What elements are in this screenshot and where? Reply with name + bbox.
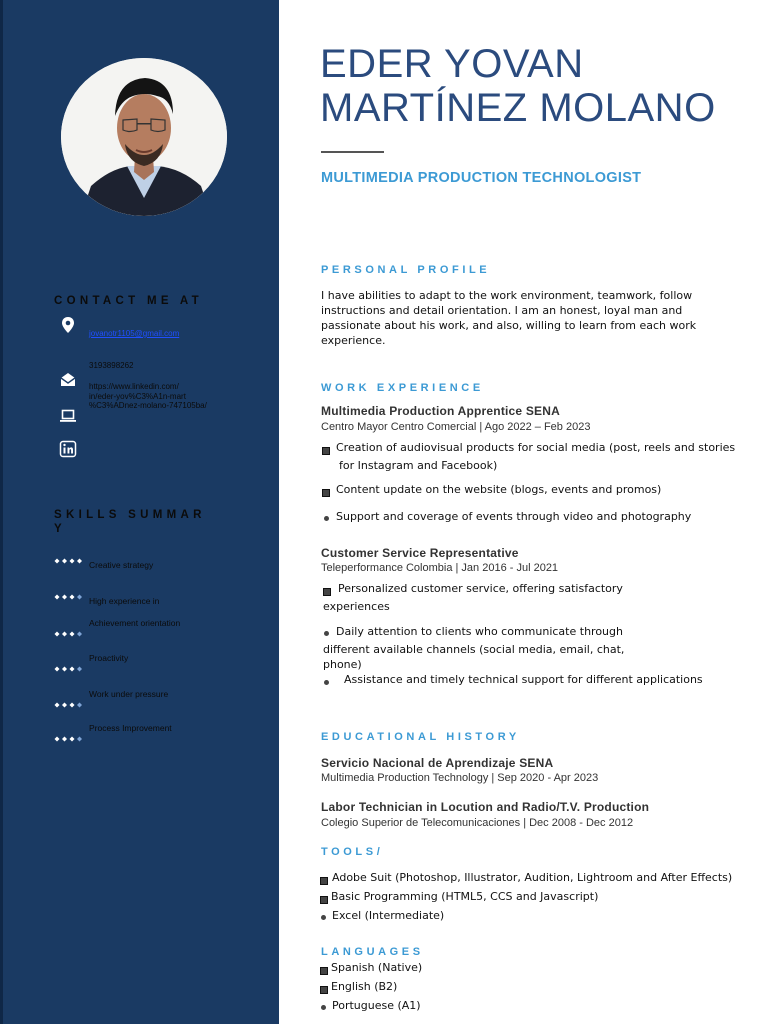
sidebar — [0, 0, 279, 1024]
rating-dot — [62, 632, 67, 637]
tools-heading: TOOLS/ — [321, 846, 384, 858]
rating-dots-icon — [54, 558, 86, 564]
school-title: Servicio Nacional de Aprendizaje SENA — [321, 756, 554, 770]
mail-icon — [59, 371, 77, 389]
profile-text: I have abilities to adapt to the work environment, teamwork, follow instructions and detail orientation. I am an honest, loyal man and passionate about his work, and also, willing to learn from each work experience. — [321, 289, 697, 347]
linkedin-url-line: %C3%ADnez-molano-747105ba/ — [89, 401, 207, 410]
bullet-dot-icon — [321, 1005, 326, 1010]
rating-dot — [77, 703, 82, 708]
language-item: Portuguese (A1) — [332, 999, 421, 1012]
rating-dot — [55, 632, 60, 637]
linkedin-url-line: https://www.linkedin.com/ — [89, 382, 179, 391]
bullet-square-icon — [320, 896, 328, 904]
linkedin-url-line: in/eder-yov%C3%A1n-mart — [89, 391, 186, 401]
rating-dots-icon — [54, 702, 86, 708]
rating-dots-icon — [54, 736, 86, 742]
rating-dot — [70, 667, 75, 672]
job-title: Customer Service Representative — [321, 546, 519, 560]
tool-item: Adobe Suit (Photoshop, Illustrator, Audition, Lightroom and After Effects) — [332, 871, 733, 884]
language-item: English (B2) — [331, 980, 398, 993]
tool-item: Excel (Intermediate) — [332, 909, 445, 922]
skill-label: Process Improvement — [89, 723, 172, 733]
job-bullet: Content update on the website (blogs, events and promos) — [336, 483, 662, 496]
rating-dot — [62, 559, 67, 564]
linkedin-url[interactable] — [89, 382, 207, 411]
job-bullet: Support and coverage of events through video and photography — [336, 510, 692, 523]
rating-dot — [70, 595, 75, 600]
rating-dot — [77, 667, 82, 672]
skill-rating — [54, 549, 86, 555]
bullet-dot-icon — [324, 631, 329, 636]
education-heading: EDUCATIONAL HISTORY — [321, 731, 520, 743]
skill-label: Creative strategy — [89, 560, 154, 570]
school-meta: Multimedia Production Technology | Sep 2020 - Apr 2023 — [321, 772, 599, 784]
name-line: EDER YOVAN — [320, 42, 584, 86]
divider — [321, 151, 384, 153]
rating-dots-icon — [54, 631, 86, 637]
rating-dot — [62, 667, 67, 672]
job-meta: Centro Mayor Centro Comercial | Ago 2022 – Feb 2023 — [321, 421, 591, 433]
rating-dot — [62, 595, 67, 600]
job-meta: Teleperformance Colombia | Jan 2016 - Jul 2021 — [321, 562, 559, 574]
rating-dot — [77, 737, 82, 742]
skill-label: Achievement orientation — [89, 618, 181, 628]
skill-rating — [54, 657, 86, 663]
bullet-square-icon — [320, 986, 328, 994]
bullet-square-icon — [320, 967, 328, 975]
rating-dot — [77, 595, 82, 600]
job-bullet: Personalized customer service, offering satisfactory — [338, 582, 623, 595]
rating-dot — [55, 737, 60, 742]
skill-label: Proactivity — [89, 653, 129, 663]
job-subtitle: MULTIMEDIA PRODUCTION TECHNOLOGIST — [321, 170, 642, 186]
job-title: Multimedia Production Apprentice SENA — [321, 404, 560, 418]
language-item: Spanish (Native) — [331, 961, 423, 974]
bullet-dot-icon — [324, 680, 329, 685]
job-bullet-continued: phone) — [323, 658, 362, 671]
rating-dot — [62, 737, 67, 742]
email-link[interactable]: jovanotr1105@gmail.com — [89, 329, 180, 338]
job-bullet-continued: for Instagram and Facebook) — [339, 459, 498, 472]
work-heading: WORK EXPERIENCE — [321, 382, 484, 394]
rating-dot — [77, 632, 82, 637]
job-bullet: Assistance and timely technical support for different applications — [344, 673, 703, 686]
skill-label: Work under pressure — [89, 689, 169, 699]
school-title: Labor Technician in Locution and Radio/T.V. Production — [321, 800, 650, 814]
skill-rating — [54, 693, 86, 699]
rating-dot — [70, 632, 75, 637]
bullet-square-icon — [323, 588, 331, 596]
rating-dot — [55, 595, 60, 600]
rating-dot — [77, 559, 82, 564]
bullet-square-icon — [320, 877, 328, 885]
rating-dot — [55, 559, 60, 564]
rating-dots-icon — [54, 666, 86, 672]
profile-photo — [61, 58, 227, 216]
portrait-image — [61, 58, 227, 216]
laptop-icon — [59, 407, 77, 425]
contact-heading: CONTACT ME AT — [54, 295, 203, 307]
skills-heading-wrap: Y — [54, 523, 66, 535]
rating-dot — [55, 667, 60, 672]
bullet-square-icon — [322, 447, 330, 455]
school-meta: Colegio Superior de Telecomunicaciones | Dec 2008 - Dec 2012 — [321, 817, 634, 829]
skill-label: High experience in — [89, 596, 160, 606]
languages-heading: LANGUAGES — [321, 946, 424, 958]
location-pin-icon — [59, 316, 77, 334]
bullet-dot-icon — [324, 516, 329, 521]
profile-heading: PERSONAL PROFILE — [321, 264, 491, 276]
rating-dots-icon — [54, 594, 86, 600]
job-bullet: Creation of audiovisual products for social media (post, reels and stories — [336, 441, 736, 454]
full-name — [320, 42, 716, 130]
skill-rating — [54, 727, 86, 733]
rating-dot — [55, 703, 60, 708]
tool-item: Basic Programming (HTML5, CCS and Javascript) — [331, 890, 599, 903]
rating-dot — [62, 703, 67, 708]
phone-number: 3193898262 — [89, 361, 134, 370]
job-bullet: Daily attention to clients who communicate through — [336, 625, 623, 638]
bullet-square-icon — [322, 489, 330, 497]
skills-heading: SKILLS SUMMAR — [54, 509, 206, 521]
bullet-dot-icon — [321, 915, 326, 920]
skill-rating — [54, 585, 86, 591]
skill-rating — [54, 622, 86, 628]
rating-dot — [70, 559, 75, 564]
job-bullet-continued: experiences — [323, 600, 390, 613]
job-bullet-continued: different available channels (social media, email, chat, — [323, 643, 625, 656]
linkedin-icon — [59, 440, 77, 458]
rating-dot — [70, 737, 75, 742]
name-line: MARTÍNEZ MOLANO — [320, 86, 716, 130]
rating-dot — [70, 703, 75, 708]
